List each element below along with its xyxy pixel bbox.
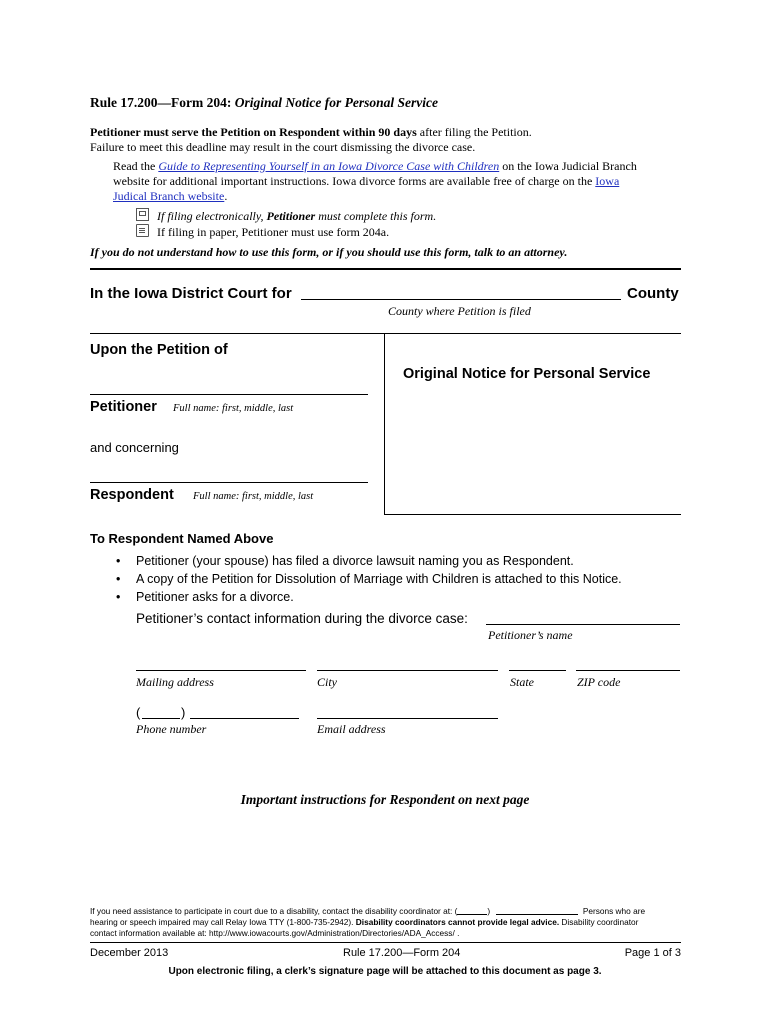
caption-bottom-line bbox=[384, 514, 681, 515]
area-code-field[interactable] bbox=[142, 718, 180, 719]
petitioner-name-field[interactable] bbox=[90, 394, 368, 395]
footer-form-id: Rule 17.200—Form 204 bbox=[343, 947, 461, 959]
state-caption: State bbox=[510, 675, 534, 689]
email-caption: Email address bbox=[317, 722, 386, 736]
document-icon bbox=[136, 224, 149, 237]
coordinator-phone-field[interactable] bbox=[496, 906, 578, 915]
divider-top bbox=[90, 268, 681, 270]
guide-paragraph: Read the Guide to Representing Yourself in an Iowa Divorce Case with Children on the Iowa Judicial Branch website for additional important instructions. Iowa divorce forms are available free of charge on the Iowa Judical Branch website. bbox=[113, 159, 637, 203]
next-page-note: Important instructions for Respondent on next page bbox=[240, 792, 530, 807]
county-field[interactable] bbox=[301, 299, 621, 300]
city-field[interactable] bbox=[317, 670, 498, 671]
phone-open-paren: ( bbox=[136, 705, 141, 720]
email-field[interactable] bbox=[317, 718, 498, 719]
list-item: • A copy of the Petition for Dissolution of Marriage with Children is attached to this Notice. bbox=[110, 570, 622, 588]
footer-page-number: Page 1 of 3 bbox=[624, 947, 681, 959]
respondent-section-heading: To Respondent Named Above bbox=[90, 531, 274, 546]
phone-number-field[interactable] bbox=[190, 718, 299, 719]
electronic-filing-note: Upon electronic filing, a clerk’s signature page will be attached to this document as page 3. bbox=[168, 966, 602, 977]
disability-notice: If you need assistance to participate in court due to a disability, contact the disability coordinator at: ( ) Persons who are hearing or speech impaired may call Relay Iowa TTY (1-800-735-2942). Disability coordinators cannot provide legal advice. Disability coordinator contact information available at: http://www.iowacourts.gov/Administration/Directories/ADA_Access/ . bbox=[90, 906, 646, 938]
iowa-link-part1[interactable]: Iowa bbox=[595, 174, 620, 188]
phone-caption: Phone number bbox=[136, 722, 207, 736]
iowa-link-part2[interactable]: Judical Branch website bbox=[113, 189, 225, 203]
upon-petition-label: Upon the Petition of bbox=[90, 342, 228, 358]
mailing-caption: Mailing address bbox=[136, 675, 214, 689]
court-label: In the Iowa District Court for bbox=[90, 285, 292, 302]
list-item: • Petitioner asks for a divorce. bbox=[110, 588, 622, 606]
electronic-filing-row: If filing electronically, Petitioner must complete this form. bbox=[136, 208, 436, 224]
phone-close-paren: ) bbox=[181, 705, 186, 720]
coordinator-area-code-field[interactable] bbox=[457, 906, 487, 915]
attorney-warning: If you do not understand how to use this form, or if you should use this form, talk to an attorney. bbox=[90, 245, 568, 259]
state-field[interactable] bbox=[509, 670, 566, 671]
footer-divider bbox=[90, 942, 681, 943]
zip-field[interactable] bbox=[576, 670, 680, 671]
guide-link[interactable]: Guide to Representing Yourself in an Iowa Divorce Case with Children bbox=[158, 159, 500, 173]
petitioner-contact-name-field[interactable] bbox=[486, 624, 680, 625]
respondent-label: Respondent bbox=[90, 487, 174, 503]
mailing-address-field[interactable] bbox=[136, 670, 306, 671]
computer-icon bbox=[136, 208, 149, 221]
county-label: County bbox=[627, 285, 679, 302]
county-caption: County where Petition is filed bbox=[388, 304, 531, 318]
paper-filing-row: If filing in paper, Petitioner must use form 204a. bbox=[136, 224, 436, 240]
city-caption: City bbox=[317, 675, 337, 689]
rule-heading: Rule 17.200—Form 204: Original Notice for Personal Service bbox=[90, 95, 438, 110]
service-deadline: Petitioner must serve the Petition on Respondent within 90 days after filing the Petition. Failure to meet this deadline may result in the court dismissing the divorce case. bbox=[90, 125, 532, 154]
respondent-hint: Full name: first, middle, last bbox=[193, 491, 314, 502]
and-concerning: and concerning bbox=[90, 440, 179, 455]
form-title: Original Notice for Personal Service bbox=[403, 366, 651, 382]
contact-label: Petitioner’s contact information during the divorce case: bbox=[136, 611, 468, 626]
zip-caption: ZIP code bbox=[577, 675, 621, 689]
caption-top-line bbox=[90, 333, 681, 334]
notice-bullets bbox=[110, 552, 622, 606]
petitioner-name-caption: Petitioner’s name bbox=[488, 628, 573, 642]
list-item: • Petitioner (your spouse) has filed a divorce lawsuit naming you as Respondent. bbox=[110, 552, 622, 570]
filing-options bbox=[136, 208, 436, 240]
respondent-name-field[interactable] bbox=[90, 482, 368, 483]
petitioner-label: Petitioner bbox=[90, 399, 157, 415]
petitioner-hint: Full name: first, middle, last bbox=[173, 403, 294, 414]
caption-divider bbox=[384, 333, 385, 515]
footer-date: December 2013 bbox=[90, 947, 169, 959]
